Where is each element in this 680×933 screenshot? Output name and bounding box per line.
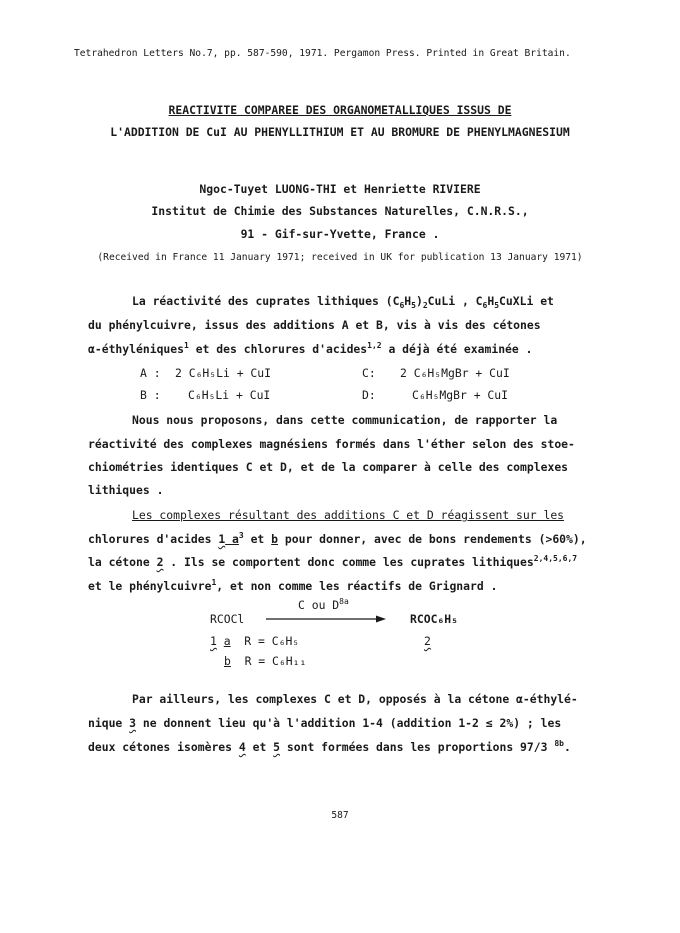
para2-line-3: chiométries identiques C et D, et de la comparer à celle des complexes	[88, 460, 569, 474]
reaction-b-label: B :	[140, 388, 161, 402]
reaction-c: 2 C₆H₅MgBr + CuI	[400, 366, 510, 380]
scheme-arrow-label: C ou $D^{8a}$	[298, 597, 349, 612]
para2-line-2: réactivité des complexes magnésiens formés dans l'éther selon des stoe-	[88, 437, 575, 451]
scheme-reactant: RCOCl	[210, 612, 245, 626]
reaction-a-label: A :	[140, 366, 161, 380]
para4-line-3: deux cétones isomères 4 et 5 sont formées dans les proportions 97/3 $^{8b}$.	[88, 739, 571, 754]
reaction-d: C₆H₅MgBr + CuI	[412, 388, 509, 402]
reaction-b: C₆H₅Li + CuI	[188, 388, 271, 402]
received-note: (Received in France 11 January 1971; received in UK for publication 13 January 1971)	[97, 252, 583, 263]
para2-line-4: lithiques .	[88, 483, 164, 497]
para4-line-2: nique 3 ne donnent lieu qu'à l'addition 1-4 (addition 1-2 ≤ 2%) ; les	[88, 716, 562, 730]
affiliation-line-1: Institut de Chimie des Substances Naturelles, C.N.R.S.,	[151, 204, 529, 218]
authors: Ngoc-Tuyet LUONG-THI et Henriette RIVIERE	[199, 182, 481, 196]
reaction-arrow	[266, 614, 386, 624]
para1-line-2: du phénylcuivre, issus des additions A et B, vis à vis des cétones	[88, 318, 541, 332]
reaction-c-label: C:	[362, 366, 376, 380]
journal-header: Tetrahedron Letters No.7, pp. 587-590, 1971. Pergamon Press. Printed in Great Britain.	[74, 48, 571, 59]
scheme-r1: 1 a R = C₆H₅	[210, 634, 300, 648]
para1-line-1: La réactivité des cuprates lithiques $(C_6H_5)_2CuLi$ , $C_6H_5CuXLi$ et	[132, 294, 554, 310]
para1-line-3: α-éthyléniques$^1$ et des chlorures d'acides$^{1,2}$ a déjà été examinée .	[88, 341, 533, 356]
para4-line-1: Par ailleurs, les complexes C et D, opposés à la cétone α-éthylé-	[132, 692, 578, 706]
affiliation-line-2: 91 - Gif-sur-Yvette, France .	[240, 227, 440, 241]
para3-line-1: Les complexes résultant des additions C et D réagissent sur les	[132, 508, 565, 522]
reaction-a: 2 C₆H₅Li + CuI	[175, 366, 272, 380]
arrow-icon	[266, 614, 386, 624]
para3-line-2: chlorures d'acides 1 $a^3$ et b pour donner, avec de bons rendements (>60%),	[88, 531, 587, 546]
page-number: 587	[331, 810, 349, 821]
title-line-1: REACTIVITE COMPAREE DES ORGANOMETALLIQUES ISSUS DE	[168, 103, 512, 117]
scheme-product: RCOC₆H₅	[410, 612, 459, 626]
para3-line-4: et le phénylcuivre$^1$, et non comme les réactifs de Grignard .	[88, 578, 498, 593]
scheme-product-number: 2	[424, 634, 431, 648]
scheme-r2: b R = C₆H₁₁	[224, 654, 307, 668]
title-line-2: L'ADDITION DE CuI AU PHENYLLITHIUM ET AU BROMURE DE PHENYLMAGNESIUM	[110, 125, 570, 139]
para3-line-3: la cétone 2 . Ils se comportent donc comme les cuprates lithiques$^{2,4,5,6,7}$	[88, 554, 578, 569]
para2-line-1: Nous nous proposons, dans cette communication, de rapporter la	[132, 413, 558, 427]
reaction-d-label: D:	[362, 388, 376, 402]
